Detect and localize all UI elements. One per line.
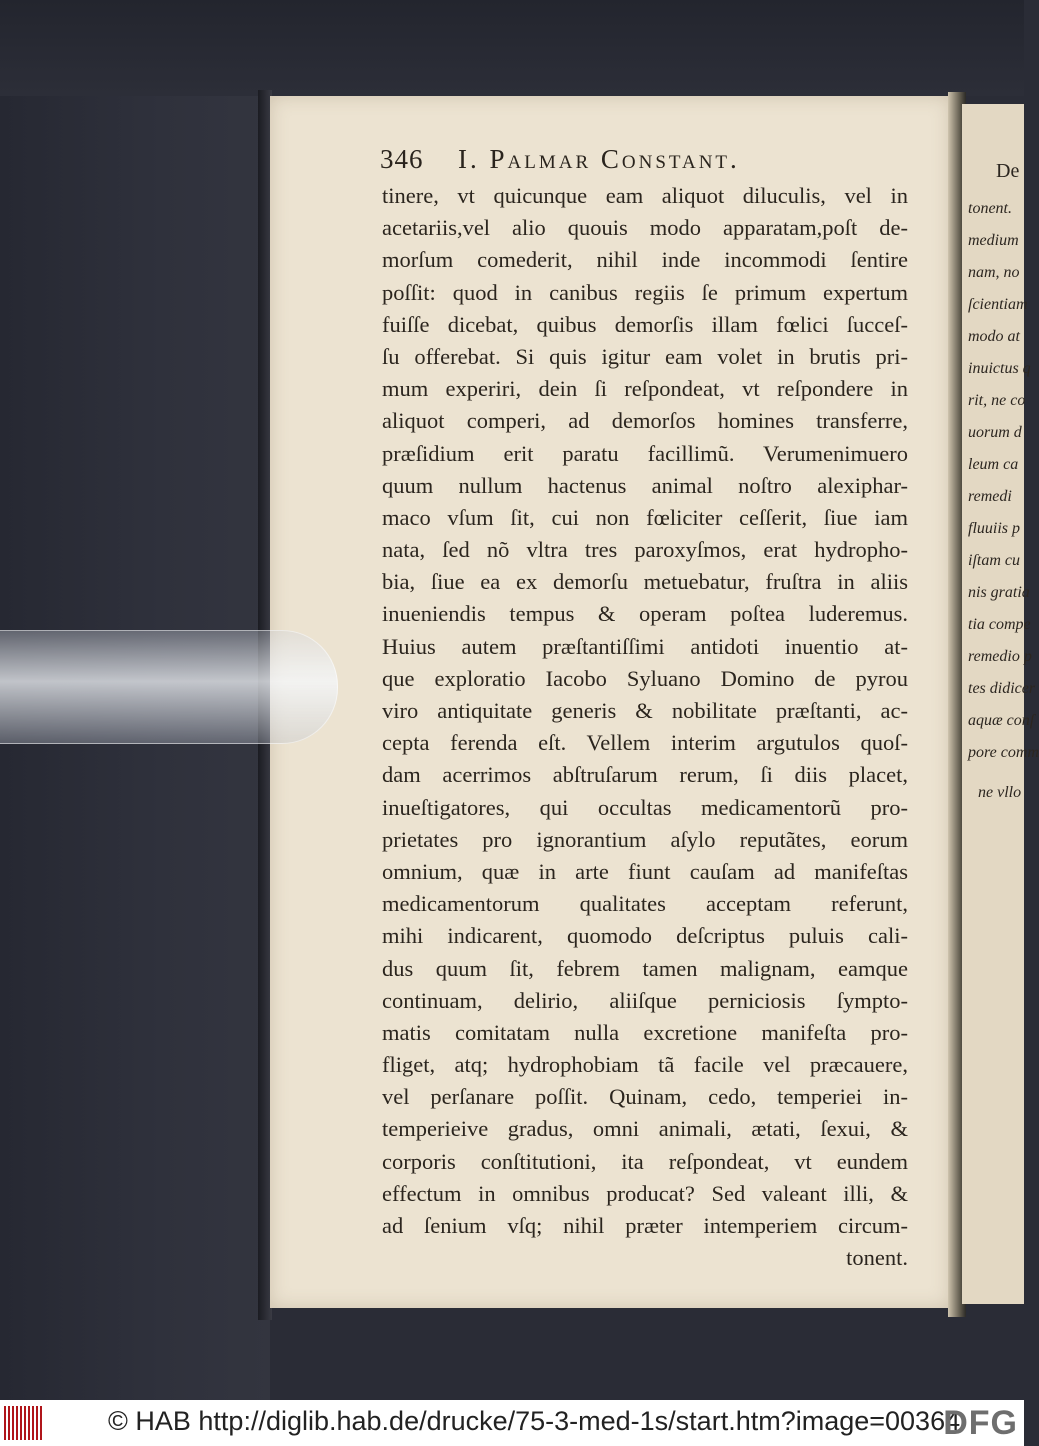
body-text — [382, 180, 908, 1274]
text-line: tinere, vt quicunque eam aliquot diluculis, vel in — [382, 183, 908, 208]
text-line: morſum comederit, nihil inde incommodi ſentire — [382, 247, 908, 273]
text-line: quum nullum hactenus animal noſtro alexiphar- — [382, 472, 908, 498]
text-line: mum experiri, dein ſi reſpondeat, vt reſpondere in — [382, 376, 908, 402]
catchword: tonent. — [846, 1245, 908, 1271]
facing-line: ne vllo — [978, 784, 1022, 801]
backdrop-top — [0, 0, 1024, 96]
text-line: cepta ferenda eſt. Vellem interim argutulos quoſ- — [382, 730, 908, 756]
text-line: præſidium erit paratu facillimũ. Verumenimuero — [382, 440, 908, 466]
text-line: dus quum ſit, febrem tamen malignam, eamque — [382, 955, 908, 981]
facing-line: pore comm — [968, 744, 1039, 761]
text-line: prietates pro ignorantium aſylo reputãtes, eorum — [382, 826, 908, 852]
facing-line: nam, no — [968, 264, 1020, 281]
text-line: continuam, delirio, aliiſque perniciosis ſympto- — [382, 987, 908, 1013]
facing-line: rit, ne co — [968, 392, 1026, 409]
page-holder-spatula — [0, 630, 338, 744]
footer-bar — [0, 1400, 1024, 1446]
text-line: nata, ſed nõ vltra tres paroxyſmos, erat hydropho- — [382, 537, 908, 563]
facing-page — [962, 104, 1039, 1304]
text-line: temperieive gradus, omni animali, ætati, ſexui, & — [382, 1116, 908, 1142]
dfg-logo: DFG — [943, 1404, 1018, 1442]
text-line: mihi indicarent, quomodo deſcriptus puluis cali- — [382, 923, 908, 949]
facing-page-head: De — [996, 160, 1020, 182]
text-line: ſu offerebat. Si quis igitur eam volet in brutis pri- — [382, 343, 908, 369]
facing-line: fluuiis p — [968, 520, 1021, 537]
text-line: aliquot comperi, ad demorſos homines transferre, — [382, 408, 908, 434]
facing-line: tonent. — [968, 200, 1012, 217]
facing-line: tes didicer — [968, 680, 1036, 697]
facing-line: iſtam cu — [968, 552, 1020, 569]
running-head-title: I. Palmar Constant. — [458, 144, 740, 174]
text-line: bia, ſiue ea ex demorſu metuebatur, fruſtra in aliis — [382, 569, 908, 595]
text-line: fuiſſe dicebat, quibus demorſis illam fœlici ſucceſ- — [382, 311, 908, 337]
text-line: corporis conſtitutioni, ita reſpondeat, vt eundem — [382, 1148, 908, 1174]
text-line: que exploratio Iacobo Syluano Domino de pyrou — [382, 665, 908, 691]
text-line: matis comitatam nulla excretione manifeſta pro- — [382, 1019, 908, 1045]
text-line: medicamentorum qualitates acceptam referunt, — [382, 891, 908, 917]
facing-line: leum ca — [968, 456, 1019, 473]
facing-line: ſcientiam — [968, 296, 1028, 313]
hab-logo-icon — [4, 1406, 44, 1440]
text-line: ad ſenium vſq; nihil præter intemperiem circum- — [382, 1213, 908, 1238]
text-line: viro antiquitate generis & nobilitate præſtanti, ac- — [382, 698, 908, 723]
text-line: vel perſanare poſſit. Quinam, cedo, temperiei in- — [382, 1084, 908, 1110]
text-line: poſſit: quod in canibus regiis ſe primum expertum — [382, 279, 908, 305]
running-head — [380, 144, 880, 180]
facing-line: medium — [968, 232, 1019, 249]
facing-line: uorum d — [968, 424, 1022, 441]
text-line: effectum in omnibus producat? Sed valeant illi, & — [382, 1180, 908, 1206]
text-line: inueniendis tempus & operam poſtea luderemus. — [382, 601, 908, 627]
facing-line: aquæ conſ — [968, 712, 1035, 729]
facing-line: inuictus q — [968, 360, 1031, 377]
page-number: 346 — [380, 144, 424, 174]
text-line: acetariis,vel alio quouis modo apparatam,poſt de- — [382, 215, 908, 241]
facing-line: remedi — [968, 488, 1012, 505]
text-line: fliget, atq; hydrophobiam tã facile vel præcauere, — [382, 1052, 908, 1078]
facing-line: tia compe — [968, 616, 1031, 633]
text-line: dam acerrimos abſtruſarum rerum, ſi diis placet, — [382, 762, 908, 788]
copyright-url: © HAB http://diglib.hab.de/drucke/75-3-med-1s/start.htm?image=00364 — [108, 1406, 961, 1436]
text-line: maco vſum ſit, cui non fœliciter ceſſerit, ſiue iam — [382, 504, 908, 530]
facing-line: nis gratia — [968, 584, 1030, 601]
facing-line: modo at — [968, 328, 1020, 345]
facing-line: remedio p — [968, 648, 1032, 665]
text-line: omnium, quæ in arte fiunt cauſam ad manifeſtas — [382, 858, 908, 884]
text-line: Huius autem præſtantiſſimi antidoti inuentio at- — [382, 633, 908, 659]
text-line: inueſtigatores, qui occultas medicamentorũ pro- — [382, 794, 908, 820]
